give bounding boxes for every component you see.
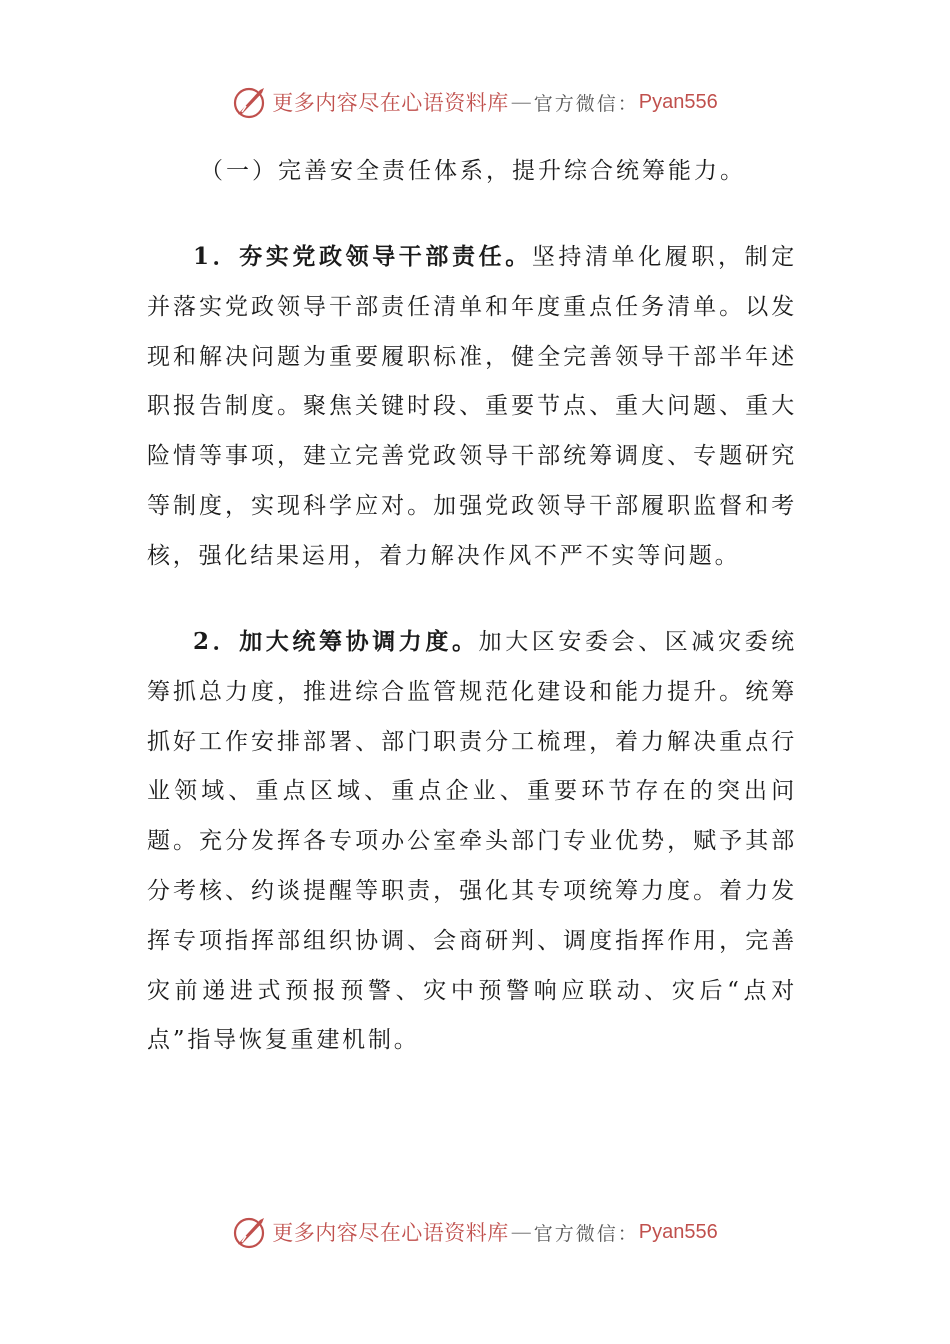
paragraph-1-body: 坚持清单化履职，制定并落实党政领导干部责任清单和年度重点任务清单。以发现和解决问题为重要履职标准，健全完善领导干部半年述职报告制度。聚焦关键时段、重要节点、重大问题、重大险情等事项，建立完善党政领导干部统筹调度、专题研究等制度，实现科学应对。加强党政领导干部履职监督和考核，强化结果运用，着力解决作风不严不实等问题。	[147, 244, 798, 569]
paragraph-1-lead: 1．夯实党政领导干部责任。	[193, 243, 532, 270]
section-heading: （一）完善安全责任体系，提升综合统筹能力。	[200, 158, 746, 184]
watermark-main-text: 更多内容尽在心语资料库	[272, 91, 509, 115]
paragraph-1	[147, 232, 797, 582]
watermark-dash: —	[510, 90, 532, 114]
quill-logo-icon	[232, 84, 268, 120]
paragraph-2	[147, 617, 797, 1066]
paragraph-2-lead: 2．加大统筹协调力度。	[193, 628, 479, 655]
watermark-main-text: 更多内容尽在心语资料库	[272, 1221, 509, 1245]
watermark-banner-bottom	[0, 1212, 950, 1252]
watermark-banner-top	[0, 82, 950, 122]
watermark-wechat-label: 官方微信：	[533, 1222, 639, 1245]
watermark-dash: —	[510, 1220, 532, 1244]
watermark-wechat-label: 官方微信：	[533, 92, 639, 115]
watermark-wechat-id: Pyan556	[638, 1220, 718, 1243]
paragraph-2-body: 加大区安委会、区减灾委统筹抓总力度，推进综合监管规范化建设和能力提升。统筹抓好工作安排部署、部门职责分工梳理，着力解决重点行业领域、重点区域、重点企业、重要环节存在的突出问题。充分发挥各专项办公室牵头部门专业优势，赋予其部分考核、约谈提醒等职责，强化其专项统筹力度。着力发挥专项指挥部组织协调、会商研判、调度指挥作用，完善灾前递进式预报预警、灾中预警响应联动、灾后“点对点”指导恢复重建机制。	[147, 629, 797, 1054]
watermark-wechat-id: Pyan556	[638, 90, 718, 113]
quill-logo-icon	[232, 1214, 268, 1250]
